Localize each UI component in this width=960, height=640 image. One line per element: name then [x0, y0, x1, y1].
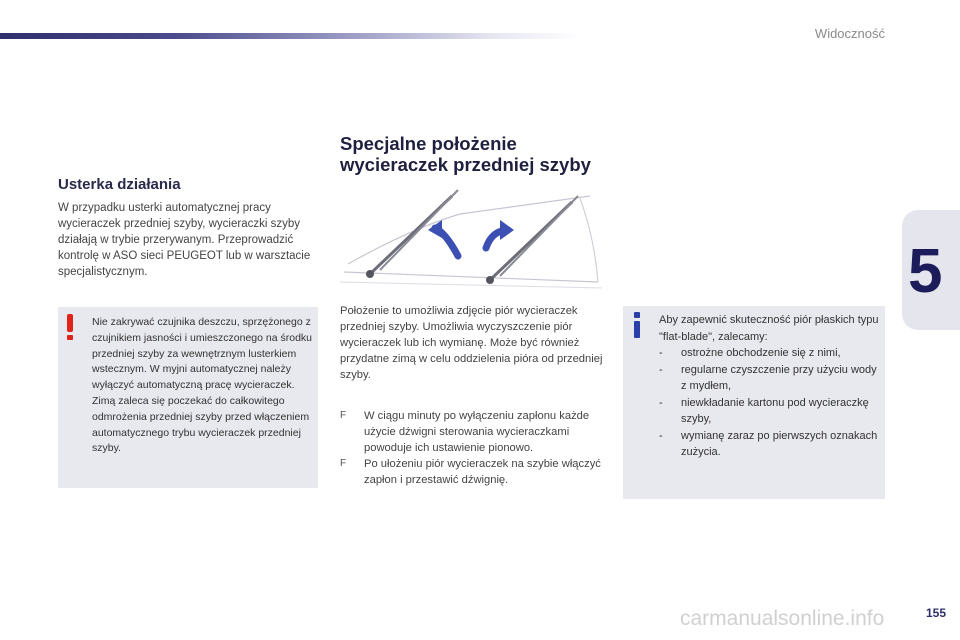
info-intro: Aby zapewnić skuteczność piór płaskich typu "flat-blade", zalecamy: — [659, 314, 879, 343]
watermark: carmanualsonline.info — [680, 607, 885, 630]
list-item: - regularne czyszczenie przy użyciu wody z mydłem, — [659, 363, 877, 392]
list-item: - wymianę zaraz po pierwszych oznakach zużycia. — [659, 429, 878, 458]
list-item-text: niewkładanie kartonu pod wycieraczkę szyby, — [681, 396, 869, 425]
special-position-heading — [340, 133, 620, 175]
malfunction-heading: Usterka działania — [58, 176, 181, 193]
malfunction-paragraph: W przypadku usterki automatycznej pracy wycieraczek przedniej szyby, wycieraczki szyby działają w trybie przerywanym. Przeprowadzić kontrolę w ASO sieci PEUGEOT lub w warsztacie specjalistycznym. — [58, 202, 311, 278]
info-box — [623, 306, 885, 499]
step-text: Po ułożeniu piór wycieraczek na szybie włączyć zapłon i przestawić dźwignię. — [364, 458, 601, 486]
list-item: - ostrożne obchodzenie się z nimi, — [659, 347, 841, 359]
special-position-heading-line2: wycieraczek przedniej szyby — [340, 154, 591, 175]
list-item: - niewkładanie kartonu pod wycieraczkę szyby, — [659, 396, 869, 425]
header-accent-bar — [0, 33, 580, 39]
exclamation-icon — [67, 314, 75, 340]
step-marker-icon: F — [340, 458, 347, 469]
list-item-text: wymianę zaraz po pierwszych oznakach zużycia. — [681, 429, 878, 458]
step-text: W ciągu minuty po wyłączeniu zapłonu każde użycie dźwigni sterowania wycieraczkami powoduje ich ustawienie pionowo. — [364, 410, 590, 454]
section-title: Widoczność — [814, 26, 885, 41]
special-position-paragraph: Położenie to umożliwia zdjęcie piór wycieraczek przedniej szyby. Umożliwia wyczyszczenie piór wycieraczek lub ich wymianę. Może być również przydatne zimą w celu oddzielenia pióra od przedniej szyby. — [340, 305, 603, 381]
step-item — [340, 408, 608, 456]
info-list — [659, 345, 881, 461]
steps-list — [340, 408, 608, 488]
info-icon — [634, 312, 642, 340]
page-number: 155 — [925, 606, 946, 620]
warning-text: Nie zakrywać czujnika deszczu, sprzężonego z czujnikiem jasności i umieszczonego na środku przedniej szyby za wewnętrznym lusterkiem wstecznym. W myjni automatycznej należy wyłączyć automatyczną pracę wycieraczek. Zimą zaleca się poczekać do całkowitego odmrożenia przedniej szyby przed włączeniem automatycznego trybu wycieraczek przedniej szyby. — [92, 316, 313, 455]
chapter-tab — [902, 210, 960, 330]
chapter-number: 5 — [908, 237, 943, 306]
warning-box — [58, 307, 318, 488]
list-item-text: ostrożne obchodzenie się z nimi, — [681, 347, 841, 359]
step-marker-icon: F — [340, 410, 347, 421]
wiper-illustration — [340, 186, 602, 290]
step-item — [340, 456, 608, 488]
list-item-text: regularne czyszczenie przy użyciu wody z mydłem, — [681, 363, 877, 392]
special-position-heading-line1: Specjalne położenie — [340, 133, 517, 154]
